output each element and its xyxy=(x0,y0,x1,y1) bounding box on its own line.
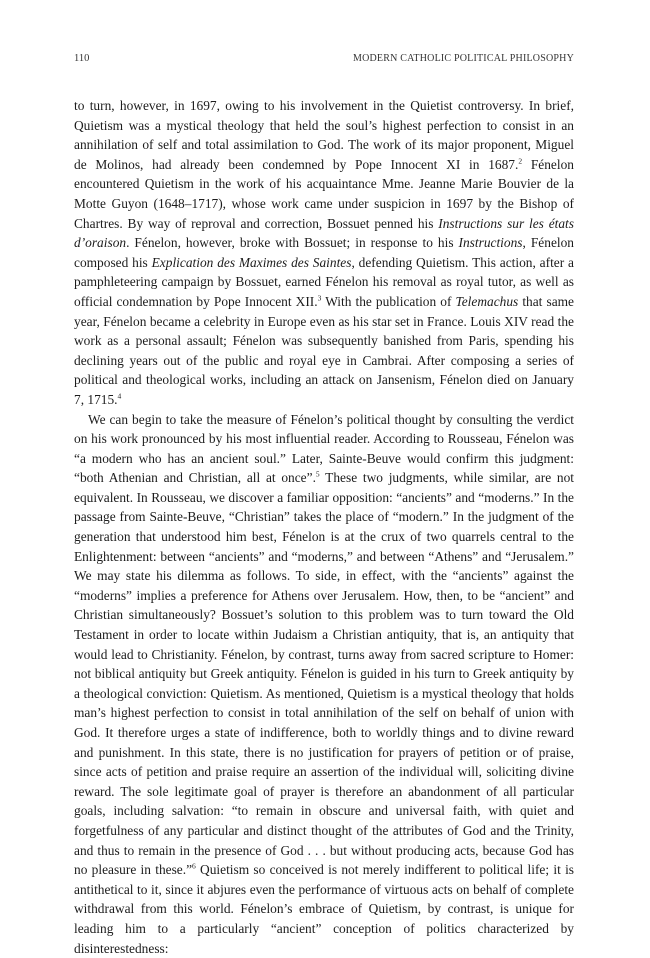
footnote-marker: 6 xyxy=(192,862,196,871)
text-run: These two judgments, while similar, are not equivalent. In Rousseau, we discover a familiar opposition: “ancients” and “moderns.” In the passage from Sainte-Beuve, “Christian” takes the place of “modern.” In the judgment of the generation that understood him best, Fénelon is at the crux of two quarrels central to the Enlightenment: between “ancients” and “moderns,” and between “Athens” and “Jerusalem.” We may state his dilemma as follows. To side, in effect, with the “ancients” against the “moderns” implies a preference for Athens over Jerusalem. How, then, to be “ancient” and Christian simultaneously? Bossuet’s solution to this problem was to turn toward the Old Testament in order to locate within Judaism a Christian antiquity, that is, an antiquity that would lead to Christianity. Fénelon, by contrast, turns away from sacred scripture to Homer: not biblical antiquity but Greek antiquity. Fénelon is guided in his turn to Greek antiquity by a theological conviction: Quietism. As mentioned, Quietism is a mystical theology that holds man’s highest perfection to consist in total annihilation of the self on behalf of union with God. It therefore urges a state of indifference, both to worldly things and to divine reward and punishment. In this state, there is no justification for prayers of petition or of praise, since acts of petition and praise require an assertion of the individual will, soliciting divine reward. The sole legitimate goal of prayer is therefore an abandonment of all particular goals, including salvation: “to remain in obscure and universal faith, with quiet and forgetfulness of any particular and distinct thought of the attributes of God and the Trinity, and thus to remain in the presence of God . . . but without producing acts, because God has no pleasure in these.” xyxy=(74,470,574,877)
text-run: Quietism so conceived is not merely indifferent to political life; it is antithetical to it, since it abjures even the performance of virtuous acts on behalf of complete withdrawal from this world. Fénelon’s embrace of Quietism, by contrast, is unique for leading him to a particularly “ancient” conception of politics characterized by disinterestedness: xyxy=(74,862,574,955)
body-text xyxy=(74,96,574,958)
paragraph-2 xyxy=(74,410,574,958)
running-title: MODERN CATHOLIC POLITICAL PHILOSOPHY xyxy=(353,53,574,64)
text-run: to turn, however, in 1697, owing to his involvement in the Quietist controversy. In brief, Quietism was a mystical theology that held the soul’s highest perfection to consist in an annihilation of self and total assimilation to God. The work of its major proponent, Miguel de Molinos, had already been condemned by Pope Innocent XI in 1687. xyxy=(74,98,574,172)
footnote-marker: 3 xyxy=(318,293,322,302)
text-run: , Fénelon composed his xyxy=(74,235,574,270)
text-run: that same year, Fénelon became a celebrity in Europe even as his star set in France. Louis XIV read the work as a personal assault; Fénelon was subsequently banished from Paris, spending his declining years out of the public and royal eye in Cambrai. After composing a series of political and theological works, including an attack on Jansenism, Fénelon died on January 7, 1715. xyxy=(74,294,574,407)
footnote-marker: 2 xyxy=(518,156,522,165)
footnote-marker: 4 xyxy=(118,391,122,400)
text-run: Fénelon encountered Quietism in the work of his acquaintance Mme. Jeanne Marie Bouvier de la Motte Guyon (1648–1717), whose work came under suspicion in 1697 by the Bishop of Chartres. By way of reproval and correction, Bossuet penned his xyxy=(74,157,574,231)
italic-title: Instructions sur les états d’oraison xyxy=(74,216,574,251)
page-number: 110 xyxy=(74,53,89,64)
italic-title: Telemachus xyxy=(456,294,519,309)
running-head xyxy=(74,53,574,64)
text-run: We can begin to take the measure of Fénelon’s political thought by consulting the verdict on his work pronounced by his most influential reader. According to Rousseau, Fénelon was “a modern who has an ancient soul.” Later, Sainte-Beuve would confirm this judgment: “both Athenian and Christian, all at once”. xyxy=(74,412,574,486)
text-run: With the publication of xyxy=(321,294,455,309)
text-run: . Fénelon, however, broke with Bossuet; in response to his xyxy=(126,235,458,250)
text-run: , defending Quietism. This action, after a pamphleteering campaign by Bossuet, earned Fénelon his removal as royal tutor, as well as official condemnation by Pope Innocent XII. xyxy=(74,255,574,309)
footnote-marker: 5 xyxy=(316,470,320,479)
italic-title: Explication des Maximes des Saintes xyxy=(152,255,352,270)
italic-title: Instructions xyxy=(459,235,523,250)
paragraph-1 xyxy=(74,96,574,410)
